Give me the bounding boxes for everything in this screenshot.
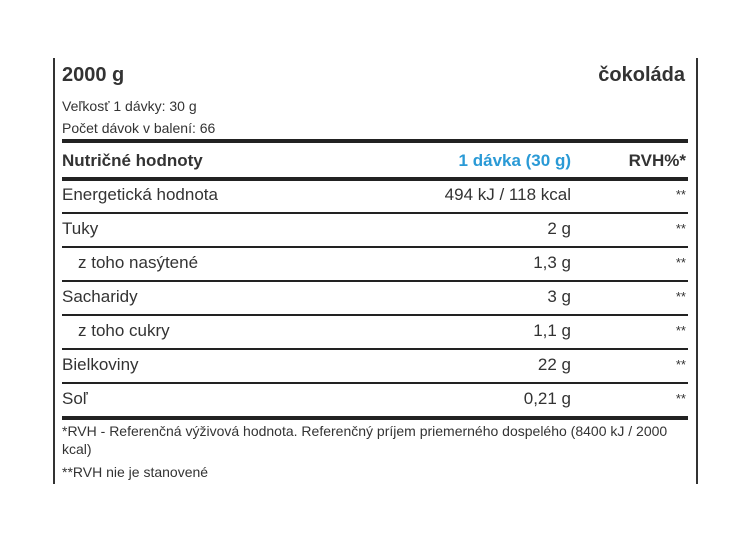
table-header xyxy=(62,144,688,178)
nutrient-value: 1,1 g xyxy=(533,321,571,340)
footnote-rvh-definition: *RVH - Referenčná výživová hodnota. Referenčný príjem priemerného dospelého (8400 kJ / 2000 kcal) xyxy=(62,423,668,457)
footnote-rvh-not-set: **RVH nie je stanovené xyxy=(62,464,209,480)
nutrient-value: 0,21 g xyxy=(523,389,571,408)
nutrient-name: z toho cukry xyxy=(78,321,170,340)
table-row xyxy=(62,314,688,348)
nutrient-value: 1,3 g xyxy=(533,253,571,272)
nutrient-name: Sacharidy xyxy=(62,287,138,306)
table-bottom-rule xyxy=(62,416,688,420)
serving-size: Veľkosť 1 dávky: 30 g xyxy=(62,98,197,114)
nutrient-value: 3 g xyxy=(547,287,571,306)
table-row xyxy=(62,212,688,246)
nutrient-rvh: ** xyxy=(675,187,686,202)
product-flavor: čokoláda xyxy=(598,64,685,86)
nutrient-name: Soľ xyxy=(62,389,88,408)
nutrient-value: 22 g xyxy=(537,355,571,374)
nutrient-rvh: ** xyxy=(675,221,686,236)
table-row xyxy=(62,246,688,280)
nutrient-value: 2 g xyxy=(547,219,571,238)
nutrient-rvh: ** xyxy=(675,255,686,270)
nutrient-rvh: ** xyxy=(675,289,686,304)
nutrient-rvh: ** xyxy=(675,391,686,406)
nutrient-rvh: ** xyxy=(675,323,686,338)
header-serving: 1 dávka (30 g) xyxy=(458,151,571,170)
nutrient-name: Tuky xyxy=(62,219,99,238)
nutrient-name: Energetická hodnota xyxy=(62,185,218,204)
table-row xyxy=(62,280,688,314)
nutrient-name: Bielkoviny xyxy=(62,355,139,374)
header-nutrients: Nutričné hodnoty xyxy=(62,151,203,170)
header-rvh: RVH%* xyxy=(628,151,686,170)
nutrient-rvh: ** xyxy=(675,357,686,372)
product-weight: 2000 g xyxy=(62,64,125,86)
table-row xyxy=(62,348,688,382)
nutrient-value: 494 kJ / 118 kcal xyxy=(444,185,571,204)
table-top-rule xyxy=(62,139,688,143)
nutrient-name: z toho nasýtené xyxy=(78,253,199,272)
servings-per-pack: Počet dávok v balení: 66 xyxy=(62,120,216,136)
table-row xyxy=(62,178,688,212)
table-row xyxy=(62,382,688,416)
